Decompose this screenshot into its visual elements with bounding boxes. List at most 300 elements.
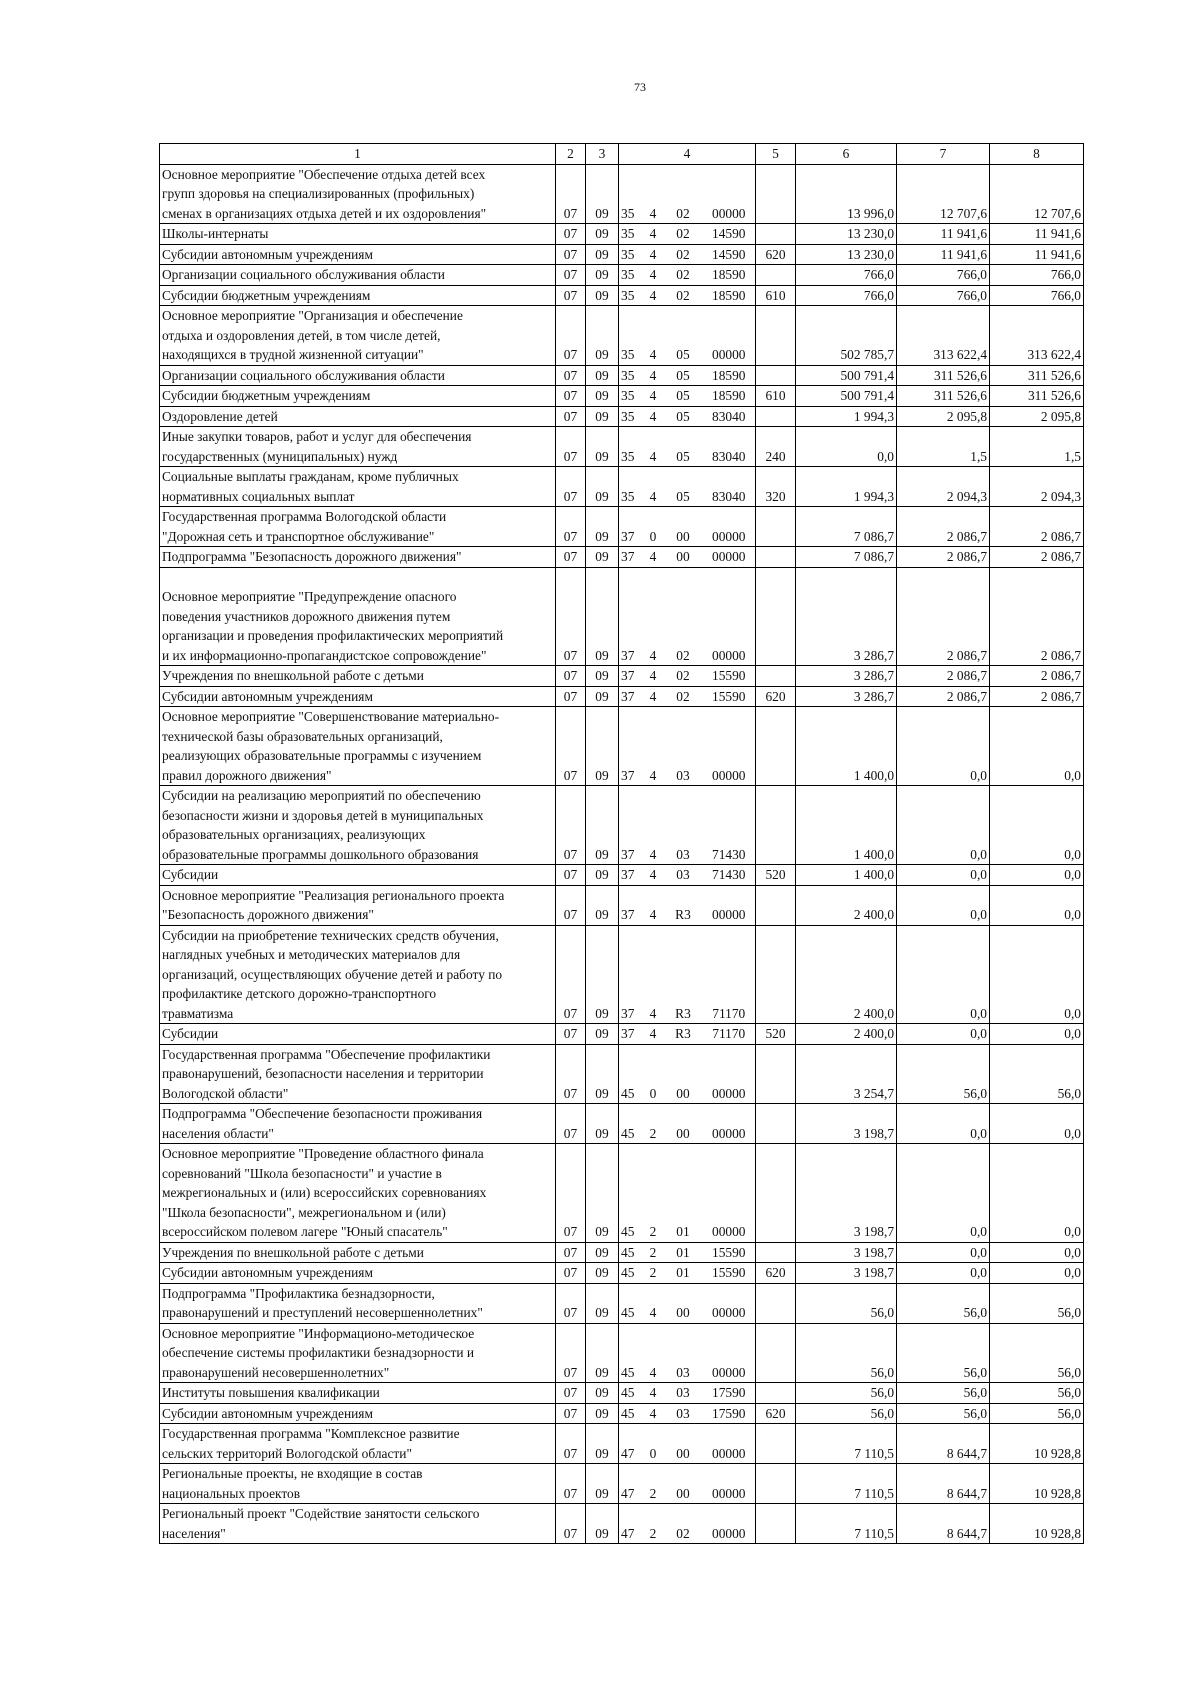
amount-year-1: 3 286,7 (796, 567, 897, 666)
program-code: 37 (619, 1024, 643, 1045)
section-code: 07 (556, 265, 586, 286)
row-name: Оздоровление детей (160, 406, 556, 427)
amount-year-2: 766,0 (897, 265, 990, 286)
program-code: 47 (619, 1504, 643, 1544)
amount-year-2: 2 086,7 (897, 686, 990, 707)
subprogram-code: 4 (643, 427, 664, 467)
row-name: Основное мероприятие "Предупреждение опасного поведения участников дорожного движения путем организации и проведения профилактических мероприятий и их информационно-пропагандистское сопровождение" (160, 567, 556, 666)
row-name: Субсидии автономным учреждениям (160, 686, 556, 707)
subsection-code: 09 (586, 1242, 619, 1263)
direction-code: 00000 (703, 567, 756, 666)
direction-code: 00000 (703, 306, 756, 366)
direction-code: 00000 (703, 1144, 756, 1243)
amount-year-2: 11 941,6 (897, 224, 990, 245)
amount-year-3: 313 622,4 (990, 306, 1084, 366)
budget-table (159, 143, 1084, 1544)
direction-code: 00000 (703, 164, 756, 224)
row-name: Основное мероприятие "Совершенствование материально- технической базы образовательных организаций, реализующих образовательные программы с изучением правил дорожного движения" (160, 707, 556, 786)
section-code: 07 (556, 1283, 586, 1323)
amount-year-1: 2 400,0 (796, 1024, 897, 1045)
amount-year-3: 56,0 (990, 1044, 1084, 1104)
amount-year-1: 2 400,0 (796, 885, 897, 925)
amount-year-2: 12 707,6 (897, 164, 990, 224)
direction-code: 00000 (703, 1044, 756, 1104)
section-code: 07 (556, 1144, 586, 1243)
direction-code: 18590 (703, 265, 756, 286)
activity-code: R3 (664, 1024, 703, 1045)
section-code: 07 (556, 686, 586, 707)
activity-code: 01 (664, 1242, 703, 1263)
activity-code: 02 (664, 224, 703, 245)
program-code: 47 (619, 1424, 643, 1464)
program-code: 37 (619, 885, 643, 925)
program-code: 35 (619, 427, 643, 467)
table-row (160, 786, 1084, 865)
table-row (160, 865, 1084, 886)
section-code: 07 (556, 507, 586, 547)
activity-code: 03 (664, 1403, 703, 1424)
amount-year-1: 56,0 (796, 1323, 897, 1383)
expense-type-code (756, 707, 796, 786)
program-code: 35 (619, 285, 643, 306)
expense-type-code (756, 1424, 796, 1464)
subsection-code: 09 (586, 885, 619, 925)
direction-code: 00000 (703, 1464, 756, 1504)
section-code: 07 (556, 406, 586, 427)
table-row (160, 1424, 1084, 1464)
subprogram-code: 4 (643, 567, 664, 666)
amount-year-3: 2 095,8 (990, 406, 1084, 427)
subprogram-code: 4 (643, 1403, 664, 1424)
subprogram-code: 4 (643, 224, 664, 245)
section-code: 07 (556, 865, 586, 886)
table-row (160, 1144, 1084, 1243)
amount-year-3: 311 526,6 (990, 386, 1084, 407)
expense-type-code (756, 885, 796, 925)
expense-type-code (756, 1464, 796, 1504)
section-code: 07 (556, 244, 586, 265)
table-row (160, 427, 1084, 467)
expense-type-code: 240 (756, 427, 796, 467)
section-code: 07 (556, 1504, 586, 1544)
amount-year-3: 0,0 (990, 865, 1084, 886)
activity-code: 03 (664, 1323, 703, 1383)
table-row (160, 567, 1084, 666)
activity-code: 05 (664, 386, 703, 407)
subprogram-code: 4 (643, 386, 664, 407)
section-code: 07 (556, 164, 586, 224)
subprogram-code: 4 (643, 467, 664, 507)
program-code: 37 (619, 925, 643, 1024)
table-row (160, 1283, 1084, 1323)
amount-year-1: 3 286,7 (796, 686, 897, 707)
activity-code: 02 (664, 285, 703, 306)
amount-year-3: 56,0 (990, 1283, 1084, 1323)
table-row (160, 1464, 1084, 1504)
subsection-code: 09 (586, 686, 619, 707)
table-row (160, 1504, 1084, 1544)
column-header-4: 4 (619, 144, 756, 165)
direction-code: 15590 (703, 1263, 756, 1284)
activity-code: 00 (664, 1464, 703, 1504)
column-header-7: 7 (897, 144, 990, 165)
amount-year-3: 0,0 (990, 1104, 1084, 1144)
amount-year-3: 2 094,3 (990, 467, 1084, 507)
activity-code: 00 (664, 1283, 703, 1323)
amount-year-1: 3 198,7 (796, 1242, 897, 1263)
program-code: 35 (619, 406, 643, 427)
direction-code: 18590 (703, 365, 756, 386)
subprogram-code: 4 (643, 1024, 664, 1045)
subsection-code: 09 (586, 1024, 619, 1045)
direction-code: 00000 (703, 547, 756, 568)
direction-code: 83040 (703, 427, 756, 467)
row-name: Субсидии автономным учреждениям (160, 1403, 556, 1424)
expense-type-code: 320 (756, 467, 796, 507)
subprogram-code: 4 (643, 925, 664, 1024)
program-code: 35 (619, 467, 643, 507)
table-row (160, 265, 1084, 286)
activity-code: 02 (664, 567, 703, 666)
program-code: 35 (619, 244, 643, 265)
expense-type-code (756, 164, 796, 224)
program-code: 45 (619, 1383, 643, 1404)
subsection-code: 09 (586, 244, 619, 265)
subsection-code: 09 (586, 1424, 619, 1464)
activity-code: 02 (664, 686, 703, 707)
program-code: 45 (619, 1403, 643, 1424)
amount-year-3: 0,0 (990, 925, 1084, 1024)
activity-code: 01 (664, 1144, 703, 1243)
amount-year-3: 0,0 (990, 885, 1084, 925)
program-code: 35 (619, 164, 643, 224)
subsection-code: 09 (586, 467, 619, 507)
subprogram-code: 4 (643, 1283, 664, 1323)
subprogram-code: 0 (643, 1424, 664, 1464)
amount-year-1: 3 254,7 (796, 1044, 897, 1104)
subsection-code: 09 (586, 1144, 619, 1243)
activity-code: 02 (664, 164, 703, 224)
amount-year-1: 13 996,0 (796, 164, 897, 224)
amount-year-2: 2 094,3 (897, 467, 990, 507)
activity-code: R3 (664, 885, 703, 925)
expense-type-code: 620 (756, 686, 796, 707)
subsection-code: 09 (586, 386, 619, 407)
table-row (160, 1024, 1084, 1045)
amount-year-2: 56,0 (897, 1403, 990, 1424)
amount-year-2: 0,0 (897, 786, 990, 865)
section-code: 07 (556, 306, 586, 366)
amount-year-1: 500 791,4 (796, 365, 897, 386)
table-row (160, 1104, 1084, 1144)
expense-type-code: 620 (756, 1263, 796, 1284)
subprogram-code: 4 (643, 164, 664, 224)
table-row (160, 285, 1084, 306)
expense-type-code (756, 925, 796, 1024)
amount-year-1: 7 110,5 (796, 1504, 897, 1544)
subsection-code: 09 (586, 224, 619, 245)
direction-code: 00000 (703, 885, 756, 925)
row-name: Государственная программа "Обеспечение профилактики правонарушений, безопасности населения и территории Вологодской области" (160, 1044, 556, 1104)
direction-code: 71170 (703, 1024, 756, 1045)
program-code: 37 (619, 666, 643, 687)
table-row (160, 365, 1084, 386)
amount-year-1: 766,0 (796, 285, 897, 306)
amount-year-2: 56,0 (897, 1044, 990, 1104)
activity-code: 03 (664, 707, 703, 786)
direction-code: 00000 (703, 507, 756, 547)
subsection-code: 09 (586, 507, 619, 547)
amount-year-3: 2 086,7 (990, 547, 1084, 568)
amount-year-3: 10 928,8 (990, 1424, 1084, 1464)
subsection-code: 09 (586, 427, 619, 467)
row-name: Подпрограмма "Безопасность дорожного движения" (160, 547, 556, 568)
amount-year-2: 11 941,6 (897, 244, 990, 265)
direction-code: 15590 (703, 666, 756, 687)
table-row (160, 686, 1084, 707)
section-code: 07 (556, 285, 586, 306)
column-header-1: 1 (160, 144, 556, 165)
program-code: 35 (619, 386, 643, 407)
amount-year-3: 0,0 (990, 707, 1084, 786)
subprogram-code: 0 (643, 1044, 664, 1104)
activity-code: 05 (664, 365, 703, 386)
direction-code: 83040 (703, 467, 756, 507)
amount-year-2: 56,0 (897, 1323, 990, 1383)
direction-code: 00000 (703, 1504, 756, 1544)
amount-year-1: 1 994,3 (796, 406, 897, 427)
subprogram-code: 4 (643, 786, 664, 865)
subsection-code: 09 (586, 925, 619, 1024)
section-code: 07 (556, 925, 586, 1024)
amount-year-1: 7 110,5 (796, 1424, 897, 1464)
amount-year-3: 11 941,6 (990, 244, 1084, 265)
activity-code: 05 (664, 427, 703, 467)
activity-code: 00 (664, 547, 703, 568)
amount-year-2: 56,0 (897, 1283, 990, 1323)
amount-year-3: 2 086,7 (990, 567, 1084, 666)
direction-code: 00000 (703, 1283, 756, 1323)
expense-type-code (756, 1283, 796, 1323)
row-name: Институты повышения квалификации (160, 1383, 556, 1404)
table-row (160, 547, 1084, 568)
table-row (160, 1242, 1084, 1263)
row-name: Региональный проект "Содействие занятости сельского населения" (160, 1504, 556, 1544)
subprogram-code: 4 (643, 547, 664, 568)
subprogram-code: 0 (643, 507, 664, 547)
activity-code: 02 (664, 1504, 703, 1544)
program-code: 37 (619, 707, 643, 786)
section-code: 07 (556, 1403, 586, 1424)
row-name: Государственная программа "Комплексное развитие сельских территорий Вологодской области" (160, 1424, 556, 1464)
activity-code: 05 (664, 406, 703, 427)
program-code: 37 (619, 686, 643, 707)
program-code: 35 (619, 306, 643, 366)
subprogram-code: 4 (643, 406, 664, 427)
section-code: 07 (556, 666, 586, 687)
amount-year-2: 313 622,4 (897, 306, 990, 366)
amount-year-3: 0,0 (990, 1024, 1084, 1045)
subsection-code: 09 (586, 1403, 619, 1424)
amount-year-2: 2 086,7 (897, 507, 990, 547)
expense-type-code (756, 1144, 796, 1243)
amount-year-2: 766,0 (897, 285, 990, 306)
subprogram-code: 2 (643, 1263, 664, 1284)
row-name: Основное мероприятие "Информационо-методическое обеспечение системы профилактики безнадзорности и правонарушений несовершеннолетних" (160, 1323, 556, 1383)
program-code: 35 (619, 224, 643, 245)
amount-year-2: 1,5 (897, 427, 990, 467)
row-name: Основное мероприятие "Проведение областного финала соревнований "Школа безопасности" и участие в межрегиональных и (или) всероссийских соревнованиях "Школа безопасности", межрегиональном и (или) всероссийском полевом лагере "Юный спасатель" (160, 1144, 556, 1243)
direction-code: 14590 (703, 244, 756, 265)
subprogram-code: 4 (643, 306, 664, 366)
subprogram-code: 2 (643, 1104, 664, 1144)
amount-year-1: 3 198,7 (796, 1263, 897, 1284)
row-name: Подпрограмма "Обеспечение безопасности проживания населения области" (160, 1104, 556, 1144)
row-name: Субсидии автономным учреждениям (160, 244, 556, 265)
section-code: 07 (556, 1424, 586, 1464)
amount-year-1: 56,0 (796, 1403, 897, 1424)
amount-year-3: 10 928,8 (990, 1504, 1084, 1544)
subsection-code: 09 (586, 1263, 619, 1284)
row-name: Региональные проекты, не входящие в состав национальных проектов (160, 1464, 556, 1504)
subprogram-code: 4 (643, 865, 664, 886)
row-name: Организации социального обслуживания области (160, 265, 556, 286)
table-row (160, 244, 1084, 265)
amount-year-1: 7 110,5 (796, 1464, 897, 1504)
table-row (160, 666, 1084, 687)
activity-code: 02 (664, 666, 703, 687)
activity-code: R3 (664, 925, 703, 1024)
subprogram-code: 4 (643, 686, 664, 707)
amount-year-1: 3 286,7 (796, 666, 897, 687)
subprogram-code: 4 (643, 244, 664, 265)
table-row (160, 885, 1084, 925)
activity-code: 05 (664, 306, 703, 366)
subsection-code: 09 (586, 285, 619, 306)
row-name: Основное мероприятие "Реализация регионального проекта "Безопасность дорожного движения" (160, 885, 556, 925)
amount-year-3: 311 526,6 (990, 365, 1084, 386)
subsection-code: 09 (586, 865, 619, 886)
subprogram-code: 4 (643, 365, 664, 386)
program-code: 45 (619, 1144, 643, 1243)
section-code: 07 (556, 1464, 586, 1504)
subprogram-code: 4 (643, 1383, 664, 1404)
program-code: 45 (619, 1104, 643, 1144)
amount-year-3: 0,0 (990, 1144, 1084, 1243)
expense-type-code (756, 786, 796, 865)
activity-code: 03 (664, 786, 703, 865)
table-row (160, 467, 1084, 507)
subprogram-code: 2 (643, 1464, 664, 1504)
amount-year-2: 0,0 (897, 1104, 990, 1144)
direction-code: 18590 (703, 386, 756, 407)
section-code: 07 (556, 1383, 586, 1404)
table-row (160, 386, 1084, 407)
expense-type-code (756, 1104, 796, 1144)
direction-code: 18590 (703, 285, 756, 306)
amount-year-3: 56,0 (990, 1383, 1084, 1404)
section-code: 07 (556, 547, 586, 568)
subsection-code: 09 (586, 1383, 619, 1404)
table-row (160, 1383, 1084, 1404)
expense-type-code: 520 (756, 1024, 796, 1045)
expense-type-code: 610 (756, 386, 796, 407)
activity-code: 00 (664, 1104, 703, 1144)
row-name: Субсидии бюджетным учреждениям (160, 285, 556, 306)
expense-type-code (756, 265, 796, 286)
subprogram-code: 4 (643, 666, 664, 687)
program-code: 47 (619, 1464, 643, 1504)
expense-type-code (756, 1044, 796, 1104)
expense-type-code (756, 224, 796, 245)
amount-year-2: 2 086,7 (897, 567, 990, 666)
column-header-6: 6 (796, 144, 897, 165)
column-header-5: 5 (756, 144, 796, 165)
direction-code: 15590 (703, 686, 756, 707)
row-name: Учреждения по внешкольной работе с детьми (160, 1242, 556, 1263)
amount-year-1: 766,0 (796, 265, 897, 286)
row-name: Учреждения по внешкольной работе с детьми (160, 666, 556, 687)
row-name: Подпрограмма "Профилактика безнадзорности, правонарушений и преступлений несовершеннолетних" (160, 1283, 556, 1323)
program-code: 37 (619, 865, 643, 886)
table-row (160, 925, 1084, 1024)
table-row (160, 507, 1084, 547)
row-name: Социальные выплаты гражданам, кроме публичных нормативных социальных выплат (160, 467, 556, 507)
program-code: 45 (619, 1263, 643, 1284)
column-header-8: 8 (990, 144, 1084, 165)
amount-year-2: 0,0 (897, 1263, 990, 1284)
row-name: Иные закупки товаров, работ и услуг для обеспечения государственных (муниципальных) нужд (160, 427, 556, 467)
direction-code: 71430 (703, 865, 756, 886)
direction-code: 00000 (703, 1424, 756, 1464)
activity-code: 05 (664, 467, 703, 507)
amount-year-2: 8 644,7 (897, 1504, 990, 1544)
direction-code: 83040 (703, 406, 756, 427)
section-code: 07 (556, 467, 586, 507)
expense-type-code (756, 1504, 796, 1544)
subprogram-code: 4 (643, 707, 664, 786)
expense-type-code (756, 1383, 796, 1404)
subsection-code: 09 (586, 1104, 619, 1144)
amount-year-2: 0,0 (897, 1242, 990, 1263)
activity-code: 03 (664, 865, 703, 886)
subprogram-code: 4 (643, 1323, 664, 1383)
direction-code: 17590 (703, 1383, 756, 1404)
amount-year-3: 10 928,8 (990, 1464, 1084, 1504)
activity-code: 02 (664, 265, 703, 286)
amount-year-1: 13 230,0 (796, 244, 897, 265)
amount-year-3: 1,5 (990, 427, 1084, 467)
subsection-code: 09 (586, 786, 619, 865)
expense-type-code (756, 1242, 796, 1263)
row-name: Школы-интернаты (160, 224, 556, 245)
row-name: Основное мероприятие "Организация и обеспечение отдыха и оздоровления детей, в том числе детей, находящихся в трудной жизненной ситуации" (160, 306, 556, 366)
amount-year-3: 2 086,7 (990, 666, 1084, 687)
amount-year-1: 7 086,7 (796, 547, 897, 568)
subsection-code: 09 (586, 1323, 619, 1383)
row-name: Субсидии на приобретение технических средств обучения, наглядных учебных и методических материалов для организаций, осуществляющих обучение детей и работу по профилактике детского дорожно-транспортного травматизма (160, 925, 556, 1024)
direction-code: 71170 (703, 925, 756, 1024)
amount-year-2: 0,0 (897, 707, 990, 786)
subsection-code: 09 (586, 567, 619, 666)
subsection-code: 09 (586, 1464, 619, 1504)
section-code: 07 (556, 427, 586, 467)
activity-code: 00 (664, 507, 703, 547)
row-name: Субсидии (160, 1024, 556, 1045)
program-code: 35 (619, 365, 643, 386)
amount-year-1: 13 230,0 (796, 224, 897, 245)
direction-code: 14590 (703, 224, 756, 245)
